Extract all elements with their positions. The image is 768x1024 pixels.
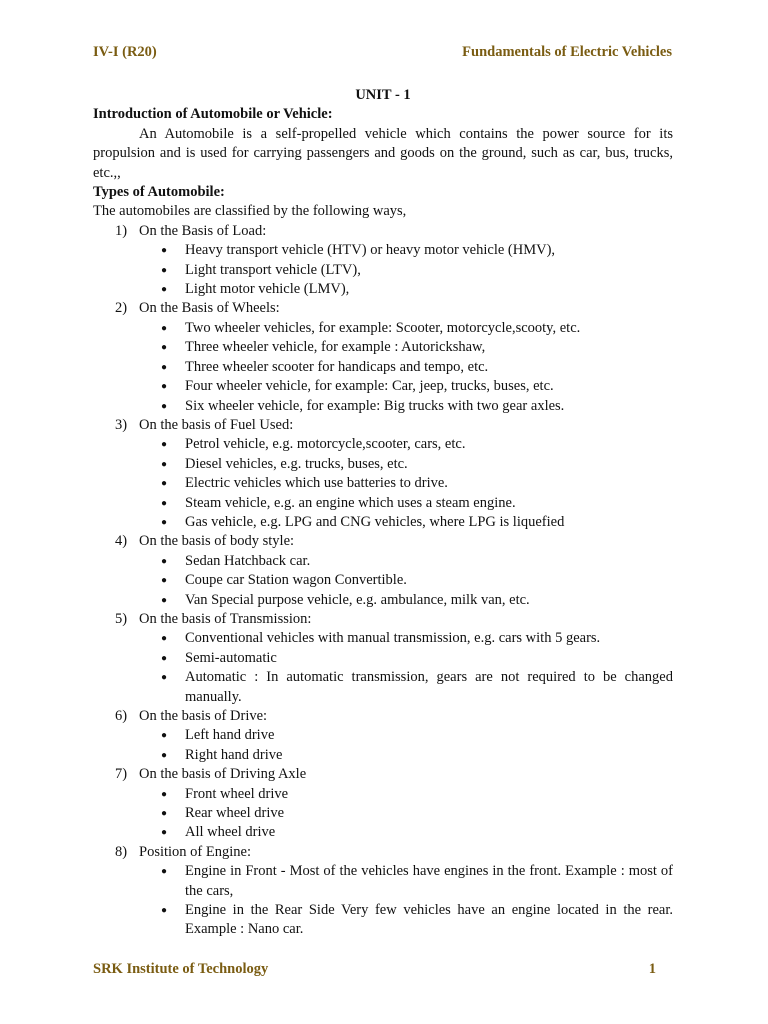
bullet-item: ● Three wheeler vehicle, for example : Autorickshaw,: [139, 338, 673, 357]
bullet-item: ● Petrol vehicle, e.g. motorcycle,scooter, cars, etc.: [139, 435, 673, 454]
bullet-item: ● Semi-automatic: [139, 649, 673, 668]
section-title: On the Basis of Load:: [139, 222, 267, 239]
bullet-item: ● Right hand drive: [139, 746, 673, 765]
bullet-item: ● Six wheeler vehicle, for example: Big trucks with two gear axles.: [139, 397, 673, 416]
types-intro: The automobiles are classified by the following ways,: [93, 203, 407, 220]
bullet-item: ● Gas vehicle, e.g. LPG and CNG vehicles, where LPG is liquefied: [139, 513, 673, 532]
bullet-item: ● Engine in Front - Most of the vehicles have engines in the front. Example : most of the cars,: [139, 862, 673, 901]
section-number: 7): [115, 766, 128, 783]
page-number: 1: [648, 961, 656, 977]
bullet-item: ● Van Special purpose vehicle, e.g. ambulance, milk van, etc.: [139, 591, 673, 610]
bullet-item: ● Left hand drive: [139, 726, 673, 745]
page-content: [93, 86, 673, 940]
bullet-item: ● Automatic : In automatic transmission, gears are not required to be changed manually.: [139, 668, 673, 707]
bullet-item: ● Sedan Hatchback car.: [139, 552, 673, 571]
section-number: 1): [115, 222, 128, 239]
bullet-item: ● Rear wheel drive: [139, 804, 673, 823]
bullet-item: ● Light transport vehicle (LTV),: [139, 261, 673, 280]
bullet-list: [139, 319, 673, 416]
section-title: On the basis of Fuel Used:: [139, 416, 294, 433]
intro-paragraph: An Automobile is a self-propelled vehicle which contains the power source for its propulsion and is used for carrying passengers and goods on the ground, such as car, bus, trucks, etc.,,: [93, 125, 673, 181]
types-heading: Types of Automobile:: [93, 184, 225, 201]
classification-section: [93, 532, 673, 610]
classification-section: [93, 416, 673, 532]
bullet-item: ● Two wheeler vehicles, for example: Scooter, motorcycle,scooty, etc.: [139, 319, 673, 338]
bullet-list: [139, 862, 673, 940]
section-title: On the Basis of Wheels:: [139, 300, 280, 317]
section-number: 4): [115, 533, 128, 550]
section-number: 5): [115, 610, 128, 627]
bullet-list: [139, 552, 673, 610]
classification-section: [93, 299, 673, 415]
section-number: 6): [115, 708, 128, 724]
section-title: On the basis of Driving Axle: [139, 766, 307, 783]
bullet-item: ● Conventional vehicles with manual transmission, e.g. cars with 5 gears.: [139, 629, 673, 648]
bullet-item: ● Diesel vehicles, e.g. trucks, buses, etc.: [139, 455, 673, 474]
section-title: On the basis of Drive:: [139, 708, 268, 724]
section-title: On the basis of body style:: [139, 533, 295, 550]
institute-name: SRK Institute of Technology: [93, 961, 269, 977]
bullet-item: ● Engine in the Rear Side Very few vehicles have an engine located in the rear. Example : Nano car.: [139, 901, 673, 940]
bullet-item: ● All wheel drive: [139, 823, 673, 842]
section-number: 2): [115, 300, 128, 317]
page-header: [93, 44, 672, 61]
bullet-item: ● Three wheeler scooter for handicaps and tempo, etc.: [139, 358, 673, 377]
classification-section: [93, 843, 673, 940]
bullet-item: ● Light motor vehicle (LMV),: [139, 280, 673, 299]
bullet-item: ● Coupe car Station wagon Convertible.: [139, 571, 673, 590]
section-title: On the basis of Transmission:: [139, 610, 312, 627]
section-title: Position of Engine:: [139, 843, 251, 860]
bullet-item: ● Electric vehicles which use batteries to drive.: [139, 474, 673, 493]
classification-section: [93, 222, 673, 300]
section-number: 8): [115, 843, 128, 860]
page-footer: [93, 961, 656, 978]
bullet-item: ● Steam vehicle, e.g. an engine which uses a steam engine.: [139, 494, 673, 513]
unit-title: UNIT - 1: [355, 87, 411, 103]
classification-section: [93, 765, 673, 843]
classification-section: [93, 610, 673, 707]
bullet-item: ● Front wheel drive: [139, 785, 673, 804]
bullet-list: [139, 629, 673, 707]
course-code: IV-I (R20): [93, 44, 157, 60]
bullet-item: ● Heavy transport vehicle (HTV) or heavy motor vehicle (HMV),: [139, 241, 673, 260]
bullet-list: [139, 241, 673, 299]
bullet-list: [139, 726, 673, 765]
bullet-list: [139, 785, 673, 843]
classification-section: [93, 707, 673, 765]
section-number: 3): [115, 416, 128, 433]
bullet-list: [139, 435, 673, 532]
course-title: Fundamentals of Electric Vehicles: [462, 44, 672, 60]
bullet-item: ● Four wheeler vehicle, for example: Car, jeep, trucks, buses, etc.: [139, 377, 673, 396]
intro-heading: Introduction of Automobile or Vehicle:: [93, 106, 333, 123]
classification-list: [93, 222, 673, 940]
